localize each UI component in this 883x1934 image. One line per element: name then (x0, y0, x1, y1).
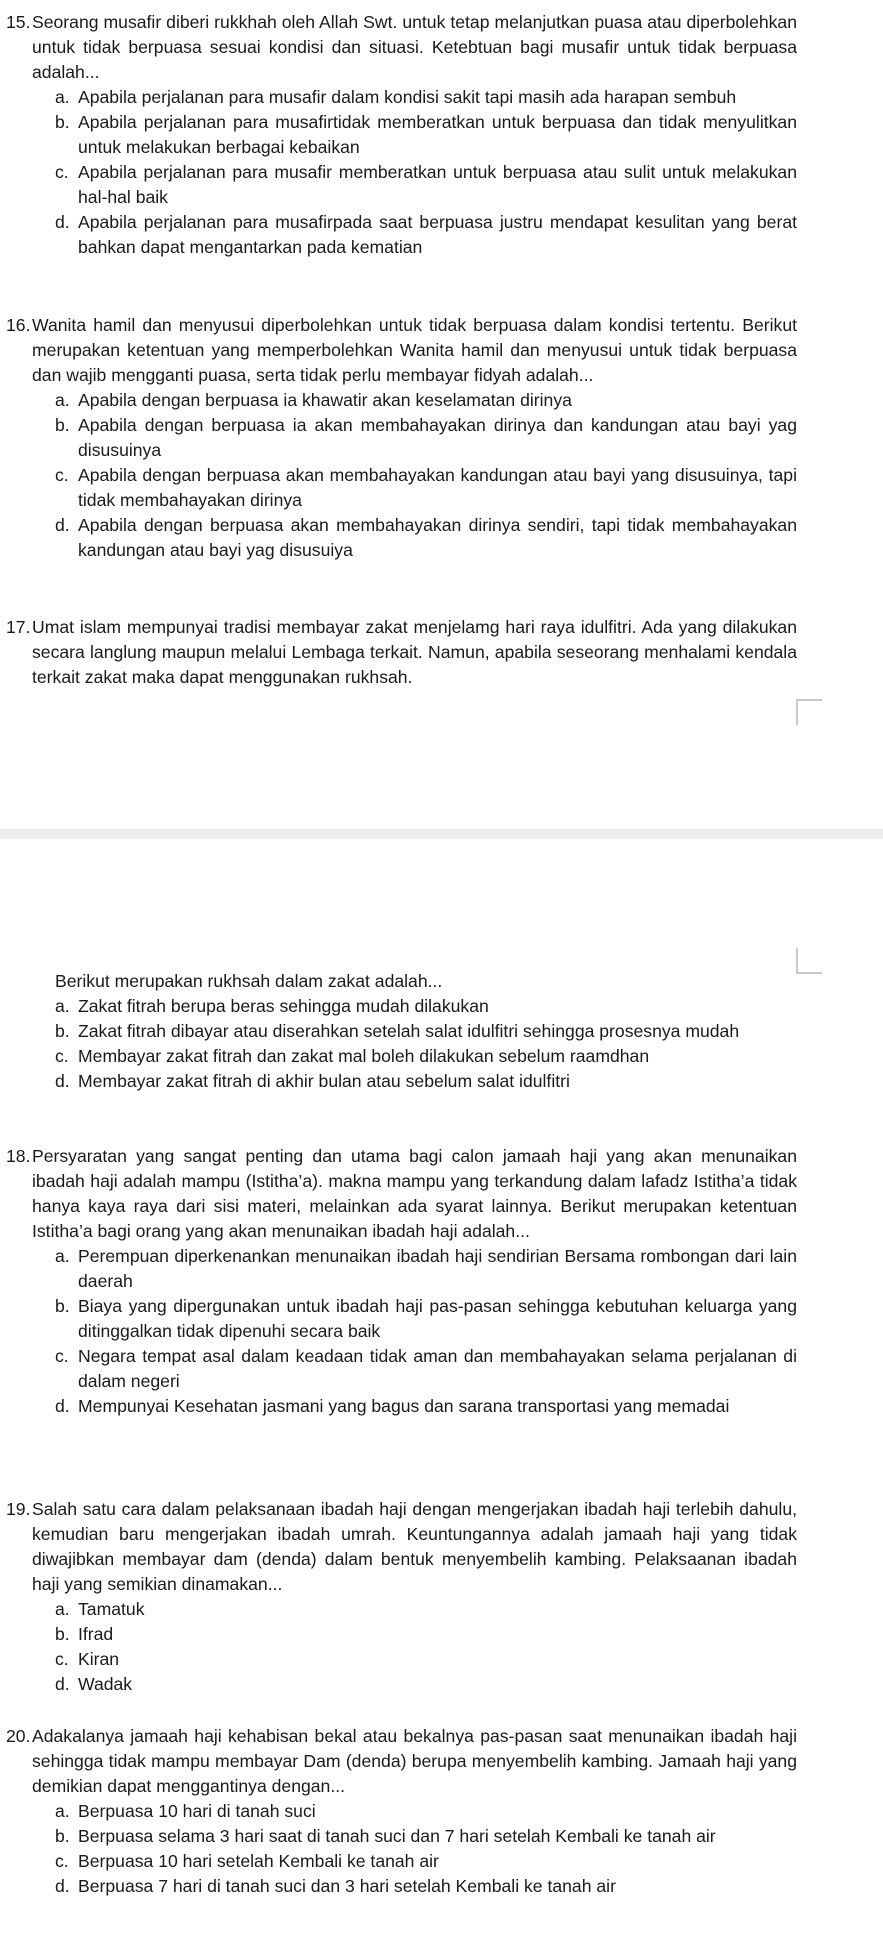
option-text: Apabila dengan berpuasa akan membahayakan kandungan atau bayi yang disusuinya, tapi tidak membahayakan dirinya (78, 465, 797, 510)
option-text: Berpuasa selama 3 hari saat di tanah suci dan 7 hari setelah Kembali ke tanah air (78, 1826, 716, 1846)
option-a (0, 1799, 883, 1824)
option-text: Perempuan diperkenankan menunaikan ibadah haji sendirian Bersama rombongan dari lain daerah (78, 1246, 797, 1291)
option-letter: d. (55, 1674, 70, 1694)
question-stem (0, 1724, 883, 1799)
option-letter: c. (55, 1346, 69, 1366)
option-letter: c. (55, 1046, 69, 1066)
option-d (0, 1672, 883, 1697)
option-text: Wadak (78, 1674, 133, 1694)
option-d (0, 513, 883, 563)
question-stem (0, 10, 883, 85)
option-text: Negara tempat asal dalam keadaan tidak aman dan membahayakan selama perjalanan di dalam negeri (78, 1346, 797, 1391)
question-number: 15. (6, 12, 31, 32)
option-letter: c. (55, 1851, 69, 1871)
option-d (0, 1069, 883, 1094)
question-number: 16. (6, 315, 31, 335)
option-letter: b. (55, 1296, 70, 1316)
option-text: Apabila perjalanan para musafirtidak memberatkan untuk berpuasa dan tidak menyulitkan untuk melakukan berbagai kebaikan (78, 112, 797, 157)
question-stem (0, 313, 883, 388)
question-number: 19. (6, 1499, 31, 1519)
option-letter: a. (55, 996, 70, 1016)
option-a (0, 994, 883, 1019)
question-17-continued (0, 969, 883, 1094)
option-a (0, 85, 883, 110)
option-text: Apabila perjalanan para musafirpada saat berpuasa justru mendapat kesulitan yang berat bahkan dapat mengantarkan pada kematian (78, 212, 797, 257)
question-text: Umat islam mempunyai tradisi membayar zakat menjelamg hari raya idulfitri. Ada yang dilakukan secara langlung maupun melalui Lembaga terkait. Namun, apabila seseorang menhalami kendala terkait zakat maka dapat menggunakan rukhsah. (32, 617, 797, 687)
option-text: Berpuasa 10 hari setelah Kembali ke tanah air (78, 1851, 439, 1871)
question-stem (0, 1144, 883, 1244)
option-letter: a. (55, 87, 70, 107)
option-d (0, 1394, 883, 1419)
option-c (0, 1647, 883, 1672)
option-text: Kiran (78, 1649, 120, 1669)
question-text: Persyaratan yang sangat penting dan utama bagi calon jamaah haji yang akan menunaikan ibadah haji adalah mampu (Istitha’a). makna mampu yang terkandung dalam lafadz Istitha’a tidak hanya kaya raya dari sisi materi, melainkan ada syarat lainnya. Berikut merupakan ketentuan Istitha’a bagi orang yang akan menunaikan ibadah haji adalah... (32, 1146, 797, 1241)
question-number: 20. (6, 1726, 31, 1746)
option-text: Berpuasa 7 hari di tanah suci dan 3 hari setelah Kembali ke tanah air (78, 1876, 616, 1896)
option-letter: a. (55, 390, 70, 410)
option-text: Zakat fitrah berupa beras sehingga mudah dilakukan (78, 996, 489, 1016)
option-text: Apabila dengan berpuasa akan membahayakan dirinya sendiri, tapi tidak membahayakan kandungan atau bayi yag disusuiya (78, 515, 797, 560)
question-18 (0, 1144, 883, 1419)
question-text: Salah satu cara dalam pelaksanaan ibadah haji dengan mengerjakan ibadah haji terlebih dahulu, kemudian baru mengerjakan ibadah umrah. Keuntungannya adalah jamaah haji yang tidak diwajibkan membayar dam (denda) dalam bentuk menyembelih kambing. Pelaksaanan ibadah haji yang semikian dinamakan... (32, 1499, 797, 1594)
option-letter: b. (55, 1826, 70, 1846)
option-b (0, 1294, 883, 1344)
option-b (0, 1019, 883, 1044)
option-b (0, 413, 883, 463)
option-text: Zakat fitrah dibayar atau diserahkan setelah salat idulfitri sehingga prosesnya mudah (78, 1021, 740, 1041)
option-text: Tamatuk (78, 1599, 145, 1619)
option-text: Apabila dengan berpuasa ia akan membahayakan dirinya dan kandungan atau bayi yag disusuinya (78, 415, 797, 460)
question-20 (0, 1724, 883, 1899)
option-letter: d. (55, 515, 70, 535)
question-17 (0, 615, 883, 690)
option-letter: c. (55, 465, 69, 485)
option-text: Ifrad (78, 1624, 114, 1644)
option-c (0, 463, 883, 513)
question-continuation: Berikut merupakan rukhsah dalam zakat adalah... (55, 971, 443, 991)
page-corner-mark (796, 699, 822, 725)
question-text: Adakalanya jamaah haji kehabisan bekal atau bekalnya pas-pasan saat menunaikan ibadah haji sehingga tidak mampu membayar Dam (denda) berupa menyembelih kambing. Jamaah haji yang demikian dapat menggantinya dengan... (32, 1726, 797, 1796)
option-letter: a. (55, 1801, 70, 1821)
option-text: Membayar zakat fitrah di akhir bulan atau sebelum salat idulfitri (78, 1071, 570, 1091)
option-text: Mempunyai Kesehatan jasmani yang bagus dan sarana transportasi yang memadai (78, 1396, 730, 1416)
question-number: 17. (6, 617, 31, 637)
question-stem (0, 615, 883, 690)
option-d (0, 1874, 883, 1899)
option-letter: c. (55, 162, 69, 182)
option-b (0, 1824, 883, 1849)
option-letter: d. (55, 1876, 70, 1896)
option-text: Biaya yang dipergunakan untuk ibadah haji pas-pasan sehingga kebutuhan keluarga yang ditinggalkan tidak dipenuhi secara baik (78, 1296, 797, 1341)
option-c (0, 1849, 883, 1874)
option-a (0, 1244, 883, 1294)
option-a (0, 1597, 883, 1622)
option-text: Apabila dengan berpuasa ia khawatir akan keselamatan dirinya (78, 390, 572, 410)
question-stem (0, 1497, 883, 1597)
option-letter: a. (55, 1599, 70, 1619)
option-c (0, 1044, 883, 1069)
option-text: Apabila perjalanan para musafir dalam kondisi sakit tapi masih ada harapan sembuh (78, 87, 737, 107)
option-letter: d. (55, 1396, 70, 1416)
question-16 (0, 313, 883, 563)
option-b (0, 110, 883, 160)
question-number: 18. (6, 1146, 31, 1166)
option-c (0, 1344, 883, 1394)
option-letter: a. (55, 1246, 70, 1266)
question-text: Seorang musafir diberi rukkhah oleh Allah Swt. untuk tetap melanjutkan puasa atau diperbolehkan untuk tidak berpuasa sesuai kondisi dan situasi. Ketebtuan bagi musafir untuk tidak berpuasa adalah... (32, 12, 797, 82)
option-text: Membayar zakat fitrah dan zakat mal boleh dilakukan sebelum raamdhan (78, 1046, 650, 1066)
option-letter: c. (55, 1649, 69, 1669)
question-15 (0, 10, 883, 260)
option-b (0, 1622, 883, 1647)
option-letter: b. (55, 1021, 70, 1041)
option-letter: d. (55, 212, 70, 232)
option-letter: b. (55, 415, 70, 435)
option-a (0, 388, 883, 413)
option-text: Berpuasa 10 hari di tanah suci (78, 1801, 316, 1821)
question-19 (0, 1497, 883, 1697)
option-letter: b. (55, 1624, 70, 1644)
page-break-divider (0, 829, 883, 839)
option-text: Apabila perjalanan para musafir memberatkan untuk berpuasa atau sulit untuk melakukan hal-hal baik (78, 162, 797, 207)
question-text: Wanita hamil dan menyusui diperbolehkan untuk tidak berpuasa dalam kondisi tertentu. Berikut merupakan ketentuan yang memperbolehkan Wanita hamil dan menyusui untuk tidak berpuasa dan wajib mengganti puasa, serta tidak perlu membayar fidyah adalah... (32, 315, 797, 385)
option-d (0, 210, 883, 260)
option-c (0, 160, 883, 210)
option-letter: b. (55, 112, 70, 132)
option-letter: d. (55, 1071, 70, 1091)
